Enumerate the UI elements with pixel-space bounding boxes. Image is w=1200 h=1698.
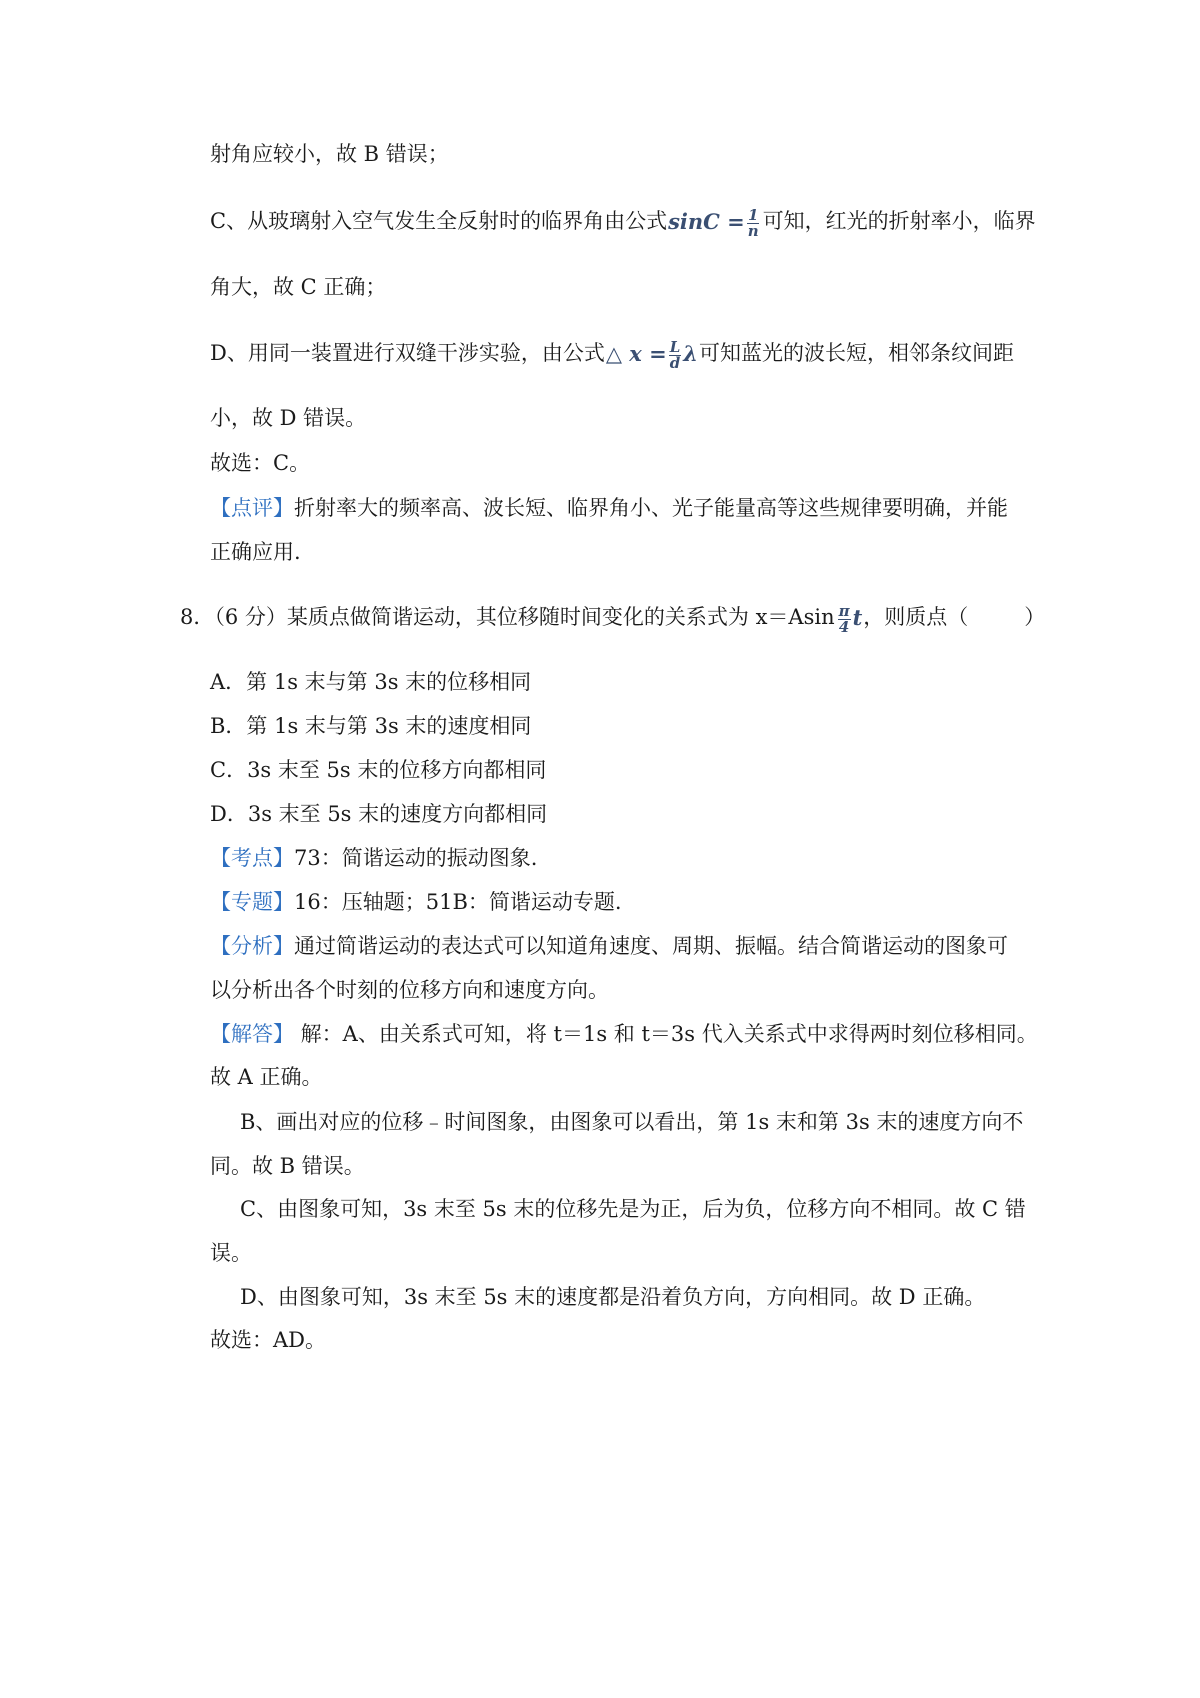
kaodian-line: 【考点】73：简谐运动的振动图象.	[210, 846, 538, 870]
jieda-tag: 【解答】	[210, 1022, 294, 1046]
text-line: 故选：C。	[210, 451, 311, 475]
fenxi-tag: 【分析】	[210, 934, 294, 958]
option-c: C．3s 末至 5s 末的位移方向都相同	[210, 758, 547, 782]
text-line: C、由图象可知，3s 末至 5s 末的位移先是为正，后为负，位移方向不相同。故 C 错	[240, 1197, 1026, 1221]
zhuanti-line: 【专题】16：压轴题；51B：简谐运动专题.	[210, 890, 622, 914]
text-line: 正确应用.	[210, 540, 301, 564]
formula-delta-x: △ x = $\frac{L}{d}$ λ	[605, 337, 699, 372]
text-line: 以分析出各个时刻的位移方向和速度方向。	[210, 978, 609, 1002]
formula-phase: $\frac{\pi}{4}$ t	[838, 601, 863, 636]
text-line: 小，故 D 错误。	[210, 406, 367, 430]
question-stem: 8．（6 分）某质点做简谐运动，其位移随时间变化的关系式为 x＝Asin $\frac{\pi}{4}$ t，则质点（ ）	[180, 601, 1046, 636]
text-line: 故选：AD。	[210, 1328, 327, 1352]
option-a: A．第 1s 末与第 3s 末的位移相同	[210, 670, 532, 694]
text-line: B、画出对应的位移﹣时间图象，由图象可以看出，第 1s 末和第 3s 末的速度方向不	[240, 1110, 1024, 1134]
jieda-line: 【解答】 解：A、由关系式可知，将 t＝1s 和 t＝3s 代入关系式中求得两时刻位移相同。	[210, 1022, 1038, 1046]
zhuanti-tag: 【专题】	[210, 890, 294, 914]
text-line: 同。故 B 错误。	[210, 1154, 365, 1178]
text-line: 角大，故 C 正确；	[210, 275, 387, 299]
text-line: C、从玻璃射入空气发生全反射时的临界角由公式sinC = $\frac{1}{n}$ 可知，红光的折射率小，临界	[210, 205, 1036, 240]
text-line: D、用同一装置进行双缝干涉实验，由公式△ x = $\frac{L}{d}$ λ可知蓝光的波长短，相邻条纹间距	[210, 337, 1015, 372]
text-line: D、由图象可知，3s 末至 5s 末的速度都是沿着负方向，方向相同。故 D 正确。	[240, 1285, 986, 1309]
kaodian-tag: 【考点】	[210, 846, 294, 870]
text-line: 射角应较小，故 B 错误；	[210, 142, 449, 166]
text-line: 误。	[210, 1241, 252, 1265]
fenxi-line: 【分析】通过简谐运动的表达式可以知道角速度、周期、振幅。结合简谐运动的图象可	[210, 934, 1008, 958]
text-line: 故 A 正确。	[210, 1065, 323, 1089]
option-d: D．3s 末至 5s 末的速度方向都相同	[210, 802, 548, 826]
text-line: 【点评】折射率大的频率高、波长短、临界角小、光子能量高等这些规律要明确，并能	[210, 496, 1008, 520]
option-b: B．第 1s 末与第 3s 末的速度相同	[210, 714, 532, 738]
formula-sinc: sinC = $\frac{1}{n}$	[668, 205, 759, 240]
comment-tag: 【点评】	[210, 496, 294, 520]
